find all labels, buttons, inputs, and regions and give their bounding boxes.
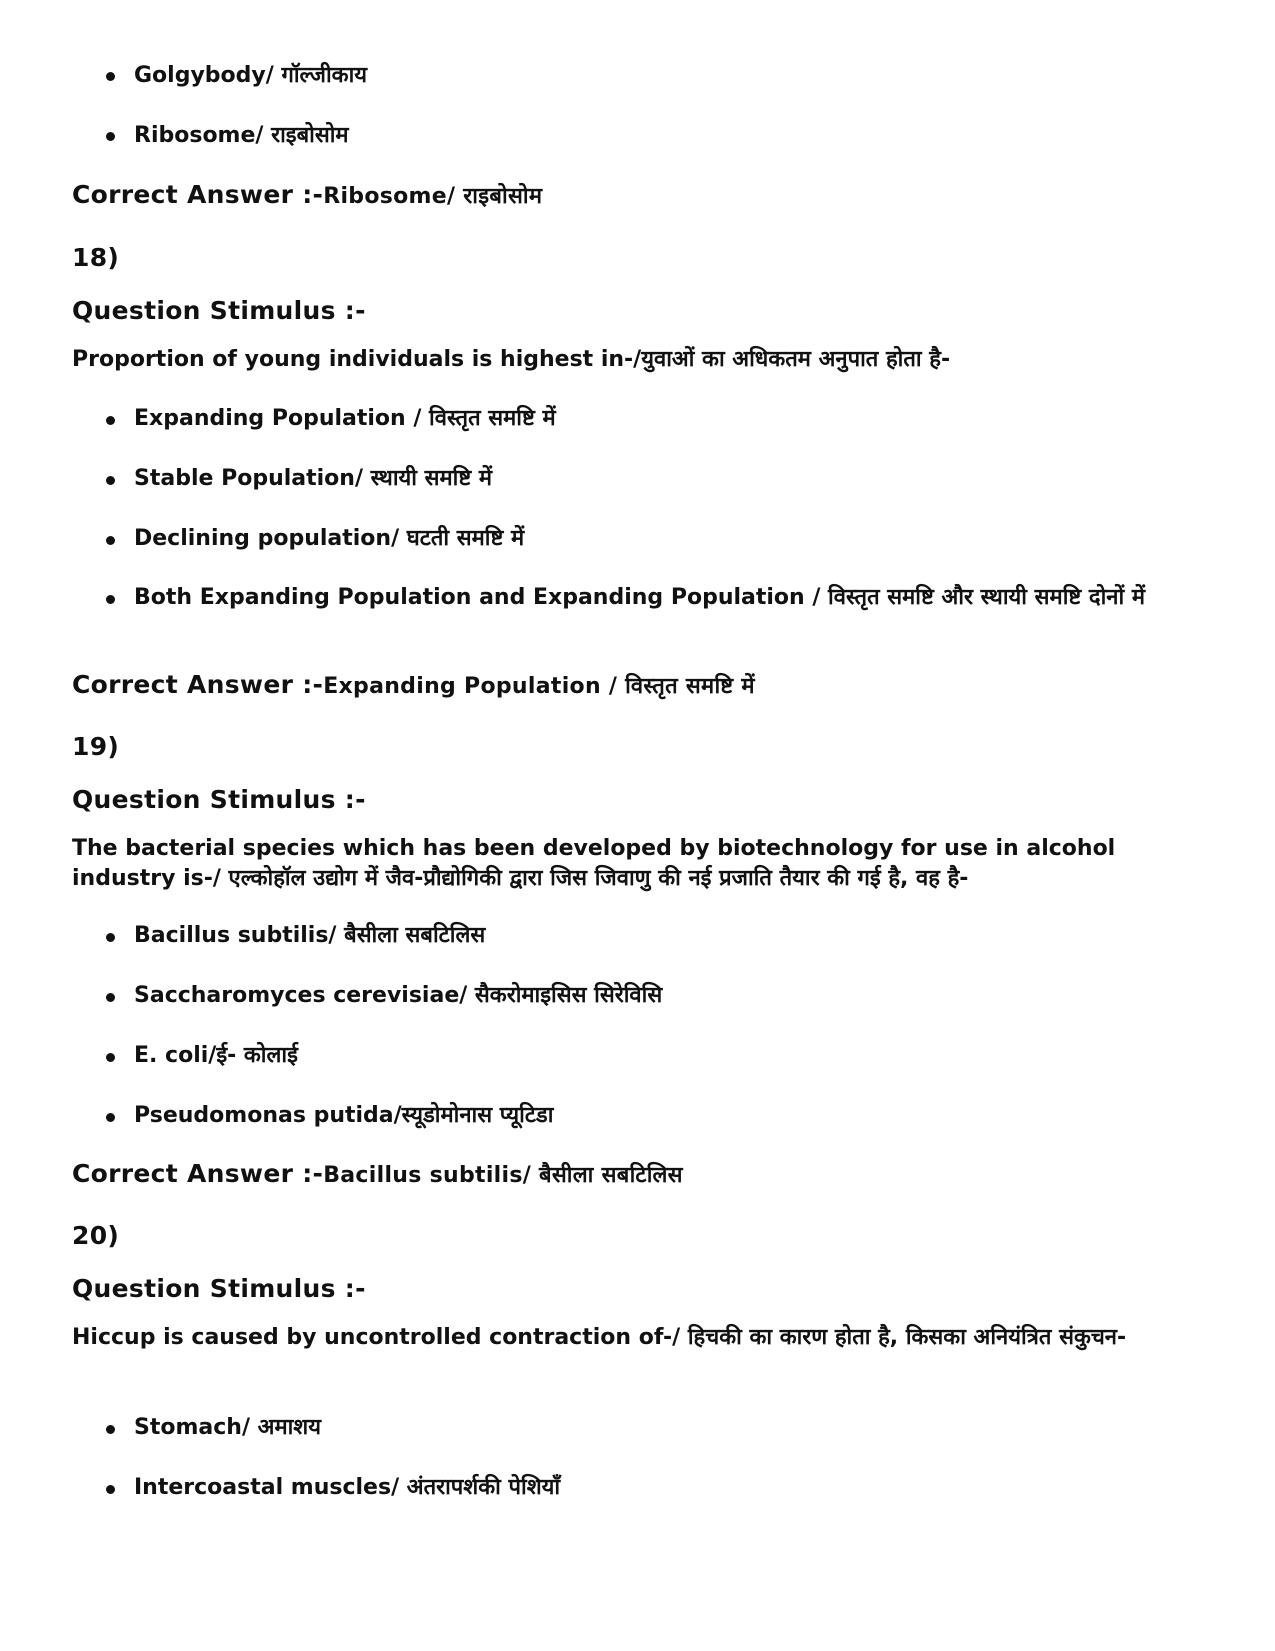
answer-option: Declining population/ घटती समष्टि में <box>134 526 525 551</box>
question-number: 19) <box>72 732 120 761</box>
bullet <box>106 536 115 545</box>
question-number: 18) <box>72 243 120 272</box>
correct-answer <box>72 670 755 700</box>
bullet <box>106 1485 115 1494</box>
correct-answer-value: Expanding Population / विस्तृत समष्टि में <box>323 674 755 699</box>
answer-option: Intercoastal muscles/ अंतरापर्शकी पेशियाँ <box>134 1475 561 1500</box>
correct-answer-label: Correct Answer :- <box>72 670 324 699</box>
question-stimulus-text: The bacterial species which has been developed by biotechnology for use in alcohol industry is-/ एल्कोहॉल उद्योग में जैव-प्रौद्योगिकी द्वारा जिस जिवाणु की नई प्रजाति तैयार की गई है, वह है- <box>72 836 1116 891</box>
correct-answer-value: Ribosome/ राइबोसोम <box>323 184 543 209</box>
answer-option: Stomach/ अमाशय <box>134 1415 322 1440</box>
correct-answer-label: Correct Answer :- <box>72 180 324 209</box>
answer-option: Golgybody/ गॉल्जीकाय <box>134 63 368 88</box>
answer-option: Saccharomyces cerevisiae/ सैकरोमाइसिस सिरेविसि <box>134 983 663 1008</box>
answer-option: E. coli/ई- कोलाई <box>134 1043 298 1068</box>
question-stimulus-text: Hiccup is caused by uncontrolled contraction of-/ हिचकी का कारण होता है, किसका अनियंत्रित संकुचन- <box>72 1325 1127 1350</box>
bullet <box>106 416 115 425</box>
correct-answer-value: Bacillus subtilis/ बैसीला सबटिलिस <box>323 1163 683 1188</box>
question-stimulus-label: Question Stimulus :- <box>72 785 366 814</box>
answer-option: Pseudomonas putida/स्यूडोमोनास प्यूटिडा <box>134 1103 554 1128</box>
bullet <box>106 933 115 942</box>
correct-answer-label: Correct Answer :- <box>72 1159 324 1188</box>
bullet <box>106 595 115 604</box>
answer-option: Expanding Population / विस्तृत समष्टि में <box>134 406 556 431</box>
correct-answer <box>72 180 542 210</box>
answer-option: Ribosome/ राइबोसोम <box>134 123 349 148</box>
bullet <box>106 72 115 81</box>
bullet <box>106 993 115 1002</box>
answer-option: Bacillus subtilis/ बैसीला सबटिलिस <box>134 923 486 948</box>
bullet <box>106 1053 115 1062</box>
bullet <box>106 1113 115 1122</box>
bullet <box>106 1425 115 1434</box>
question-stimulus-label: Question Stimulus :- <box>72 296 366 325</box>
answer-option: Stable Population/ स्थायी समष्टि में <box>134 466 493 491</box>
question-stimulus-text: Proportion of young individuals is highest in-/युवाओं का अधिकतम अनुपात होता है- <box>72 347 951 372</box>
bullet <box>106 132 115 141</box>
question-number: 20) <box>72 1221 120 1250</box>
question-stimulus-label: Question Stimulus :- <box>72 1274 366 1303</box>
correct-answer <box>72 1159 683 1189</box>
answer-option: Both Expanding Population and Expanding Population / विस्तृत समष्टि और स्थायी समष्टि दोनों में <box>134 585 1146 610</box>
bullet <box>106 476 115 485</box>
